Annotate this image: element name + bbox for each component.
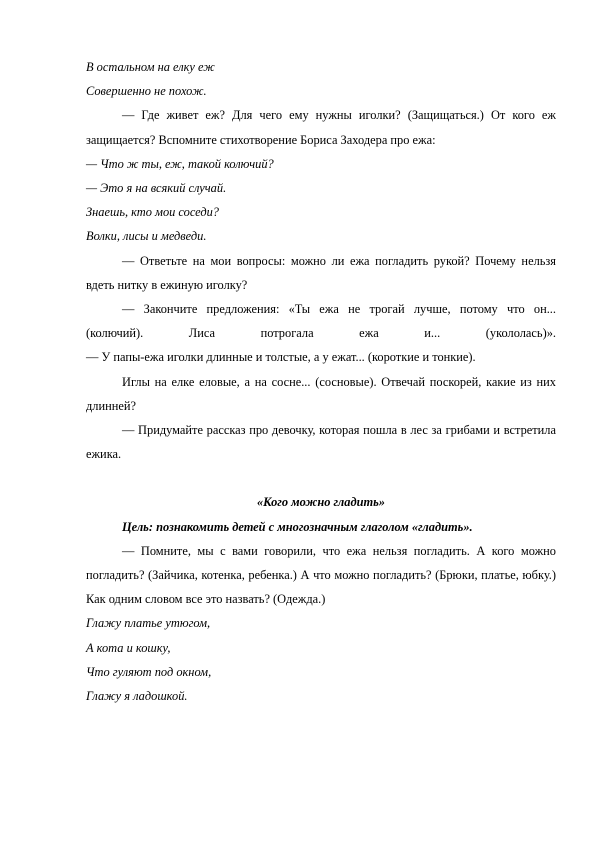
paragraph-hedgehog-home: — Где живет еж? Для чего ему нужны иголки? (Защищаться.) От кого еж защищается? Вспомните стихотворение Бориса Заходера про ежа: [86, 108, 556, 147]
document-page [86, 55, 556, 708]
poem-line: Что гуляют под окном, [86, 664, 212, 679]
paragraph-needles: Иглы на елке еловые, а на сосне... (сосновые). Отвечай поскорей, какие из них длинней? [86, 374, 556, 413]
paragraph-stroke: — Помните, мы с вами говорили, что ежа нельзя погладить. А кого можно погладить? (Зайчика, котенка, ребенка.) А что можно погладить? (Брюки, платье, юбку.) Как одним словом все это назвать? (Одежда.) [86, 543, 556, 607]
paragraph-questions: — Ответьте на мои вопросы: можно ли ежа погладить рукой? Почему нельзя вдеть нитку в ежиную иголку? [86, 253, 556, 292]
dialog-line: Знаешь, кто мои соседи? [86, 205, 220, 220]
dialog-line: Волки, лисы и медведи. [86, 229, 207, 244]
paragraph-story: — Придумайте рассказ про девочку, которая пошла в лес за грибами и встретила ежика. [86, 423, 556, 462]
paragraph-finish-sentences-line3: — У папы-ежа иголки длинные и толстые, а у ежат... (короткие и тонкие). [86, 350, 476, 365]
paragraph-finish-sentences-line2: (колючий). Лиса потрогала ежа и... (укололась)». [86, 326, 556, 341]
section-goal: Цель: познакомить детей с многозначным глаголом «гладить». [122, 519, 473, 534]
section-spacer [86, 466, 556, 490]
section-title: «Кого можно гладить» [256, 495, 386, 510]
poem-line: Глажу платье утюгом, [86, 616, 211, 631]
poem-line: Глажу я ладошкой. [86, 689, 188, 704]
dialog-line: — Это я на всякий случай. [86, 181, 227, 196]
dialog-line: — Что ж ты, еж, такой колючий? [86, 156, 274, 171]
poem-line: Совершенно не похож. [86, 84, 207, 99]
paragraph-finish-sentences-line1: — Закончите предложения: «Ты ежа не трогай лучше, потому что он... [122, 302, 556, 317]
poem-line: А кота и кошку, [86, 640, 171, 655]
poem-line: В остальном на елку еж [86, 60, 215, 74]
